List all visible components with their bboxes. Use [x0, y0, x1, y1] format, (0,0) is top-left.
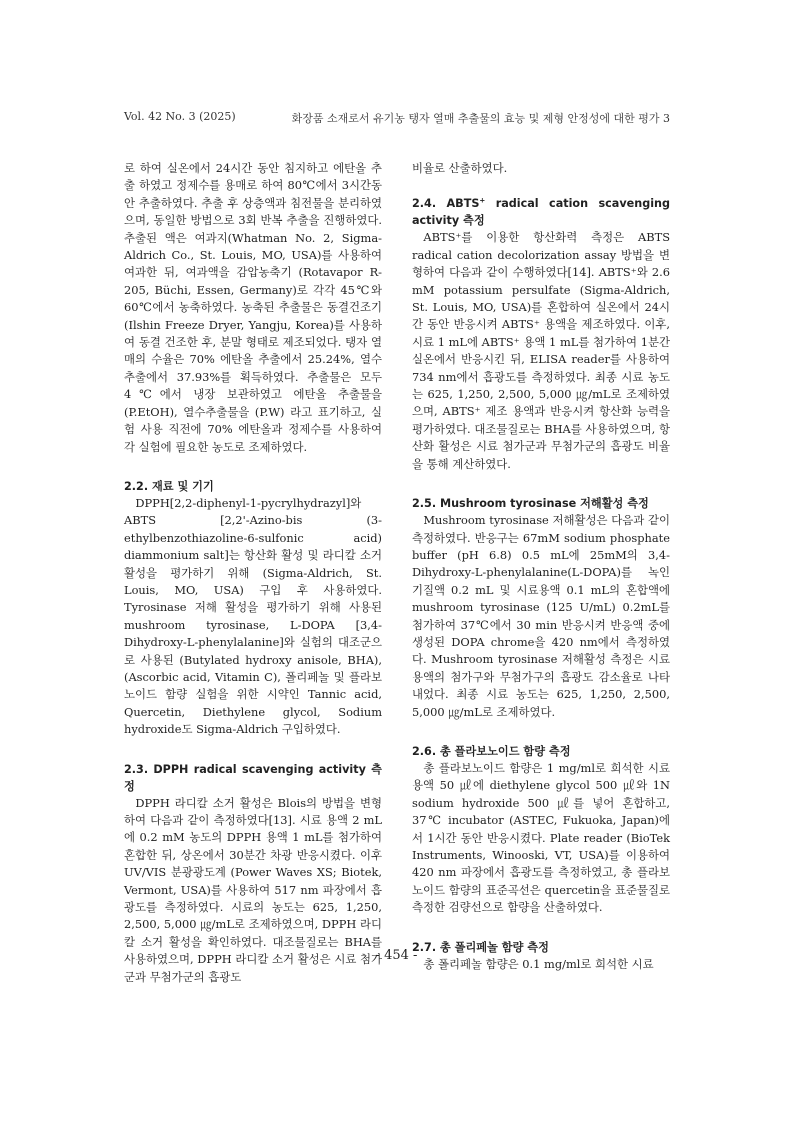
left-column [124, 160, 382, 986]
section-heading-2-7: 2.7. 총 폴리페놀 함량 측정 [412, 940, 549, 954]
paragraph-polyphenol: 총 폴리페놀 함량은 0.1 mg/ml로 희석한 시료 [423, 956, 654, 971]
paragraph-abts: ABTS⁺를 이용한 항산화력 측정은 ABTS radical cation decolorization assay 방법을 변형하여 다음과 같이 수행하였다[14]. ABTS⁺와 2.6 mM potassium persulfate (Sigma-Aldrich, St. Louis, MO, USA)를 혼합하여 실온에서 24시간 동안 반응시켜 ABTS⁺ 용액을 제조하였다. 이후, 시료 1 mL에 ABTS⁺ 용액 1 mL를 첨가하여 1분간 실온에서 반응시킨 뒤, ELISA reader를 사용하여 734 nm에서 흡광도를 측정하였다. 최종 시료 농도는 625, 1,250, 2,500, 5,000 ㎍/mL로 조제하였으며, ABTS⁺ 제조 용액과 반응시켜 항산화 능력을 평가하였다. 대조물질로는 BHA를 사용하였으며, 항산화 활성은 시료 첨가군과 무첨가군의 흡광도 비율을 통해 계산하였다. [412, 230, 670, 471]
heading-2-4-superscript: + [479, 196, 486, 205]
section-heading-2-4 [412, 195, 670, 229]
section-heading-2-3: 2.3. DPPH radical scavenging activity 측정 [124, 762, 382, 793]
running-header [124, 110, 670, 130]
paragraph-flavonoid: 총 플라보노이드 함량은 1 mg/ml로 희석한 시료 용액 50 ㎕에 diethylene glycol 500 ㎕와 1N sodium hydroxide 500 ㎕를 넣어 혼합하고, 37℃ incubator (ASTEC, Fukuoka, Japan)에서 1시간 동안 반응시켰다. Plate reader (BioTek Instruments, Winooski, VT, USA)를 이용하여 420 nm 파장에서 흡광도를 측정하였고, 총 플라보노이드 함량의 표준곡선은 quercetin을 표준물질로 측정한 검량선으로 함량을 산출하였다. [412, 760, 670, 915]
paragraph-materials: DPPH[2,2-diphenyl-1-pycrylhydrazyl]와 ABTS [2,2'-Azino-bis (3-ethylbenzothiazoline-6-sulfonic acid) diammonium salt]는 항산화 활성 및 라디칼 소거 활성을 평가하기 위해 (Sigma-Aldrich, St. Louis, MO, USA) 구입 후 사용하였다. Tyrosinase 저해 활성을 평가하기 위해 사용된 mushroom tyrosinase, L-DOPA [3,4-Dihydroxy-L-phenylalanine]와 실험의 대조군으로 사용된 (Butylated hydroxy anisole, BHA), (Ascorbic acid, Vitamin C), 폴리페놀 및 플라보노이드 함량 실험을 위한 시약인 Tannic acid, Quercetin, Diethylene glycol, Sodium hydroxide도 Sigma-Aldrich 구입하였다. [124, 495, 382, 737]
running-title: 화장품 소재로서 유기농 탱자 열매 추출물의 효능 및 제형 안정성에 대한 평가 3 [291, 112, 670, 125]
paragraph-continuation: 비율로 산출하였다. [412, 161, 508, 175]
journal-volume: Vol. 42 No. 3 (2025) [124, 110, 236, 123]
section-heading-2-2: 2.2. 재료 및 기기 [124, 479, 214, 493]
heading-2-4-text-a: 2.4. ABTS [412, 197, 480, 211]
paragraph-extraction: 로 하여 실온에서 24시간 동안 침지하고 에탄올 추출 하였고 정제수를 용매로 하여 80℃에서 3시간동안 추출하였다. 추출 후 상층액과 침전물을 분리하였으며, 동일한 방법으로 3회 반복 추출을 진행하였다. 추출된 액은 여과지(Whatman No. 2, Sigma-Aldrich Co., St. Louis, MO, USA)를 사용하여 여과한 뒤, 여과액을 감압농축기 (Rotavapor R-205, Büchi, Essen, Germany)로 각각 45℃와 60℃에서 농축하였다. 농축된 추출물은 동결건조기(Ilshin Freeze Dryer, Yangju, Korea)를 사용하여 동결 건조한 후, 분말 형태로 제조되었다. 탱자 열매의 수율은 70% 에탄올 추출에서 25.24%, 열수 추출에서 37.93%를 획득하였다. 추출물은 모두 4℃에서 냉장 보관하였고 에탄올 추출물을 (P.EtOH), 열수추출물을 (P.W) 라고 표기하고, 실험 사용 직전에 70% 에탄올과 정제수를 사용하여 각 실험에 필요한 농도로 조제하였다. [124, 161, 382, 454]
page-number: - 454 - [375, 948, 418, 963]
paragraph-dpph: DPPH 라디칼 소거 활성은 Blois의 방법을 변형하여 다음과 같이 측정하였다[13]. 시료 용액 2 mL에 0.2 mM 농도의 DPPH 용액 1 mL를 첨가하여 혼합한 뒤, 상온에서 30분간 차광 반응시켰다. 이후 UV/VIS 분광광도계 (Power Waves XS; Biotek, Vermont, USA)를 사용하여 517 nm 파장에서 흡광도를 측정하였다. 시료의 농도는 625, 1,250, 2,500, 5,000 ㎍/mL로 조제하였으며, DPPH 라디칼 소거 활성을 확인하였다. 대조물질로는 BHA를 사용하였으며, DPPH 라디칼 소거 활성은 시료 첨가군과 무첨가군의 흡광도 [124, 795, 382, 984]
section-heading-2-5: 2.5. Mushroom tyrosinase 저해활성 측정 [412, 497, 649, 511]
right-column [412, 160, 670, 973]
section-heading-2-6: 2.6. 총 플라보노이드 함량 측정 [412, 744, 571, 758]
paragraph-tyrosinase: Mushroom tyrosinase 저해활성은 다음과 같이 측정하였다. 반응구는 67mM sodium phosphate buffer (pH 6.8) 0.5 mL에 25mM의 3,4-Dihydroxy-L-phenylalanine(L-DOPA)를 녹인 기질액 0.2 mL 및 시료용액 0.1 mL의 혼합액에 mushroom tyrosinase (125 U/mL) 0.2mL를 첨가하여 37℃에서 30 min 반응시켜 반응액 중에 생성된 DOPA chrome을 420 nm에서 측정하였다. Mushroom tyrosinase 저해활성 측정은 시료용액의 첨가구와 무첨가구의 흡광도 감소율로 나타내었다. 최종 시료 농도는 625, 1,250, 2,500, 5,000 ㎍/mL로 조제하였다. [412, 513, 670, 719]
heading-2-4-text-b: radical cation scavenging activity 측정 [412, 197, 671, 228]
